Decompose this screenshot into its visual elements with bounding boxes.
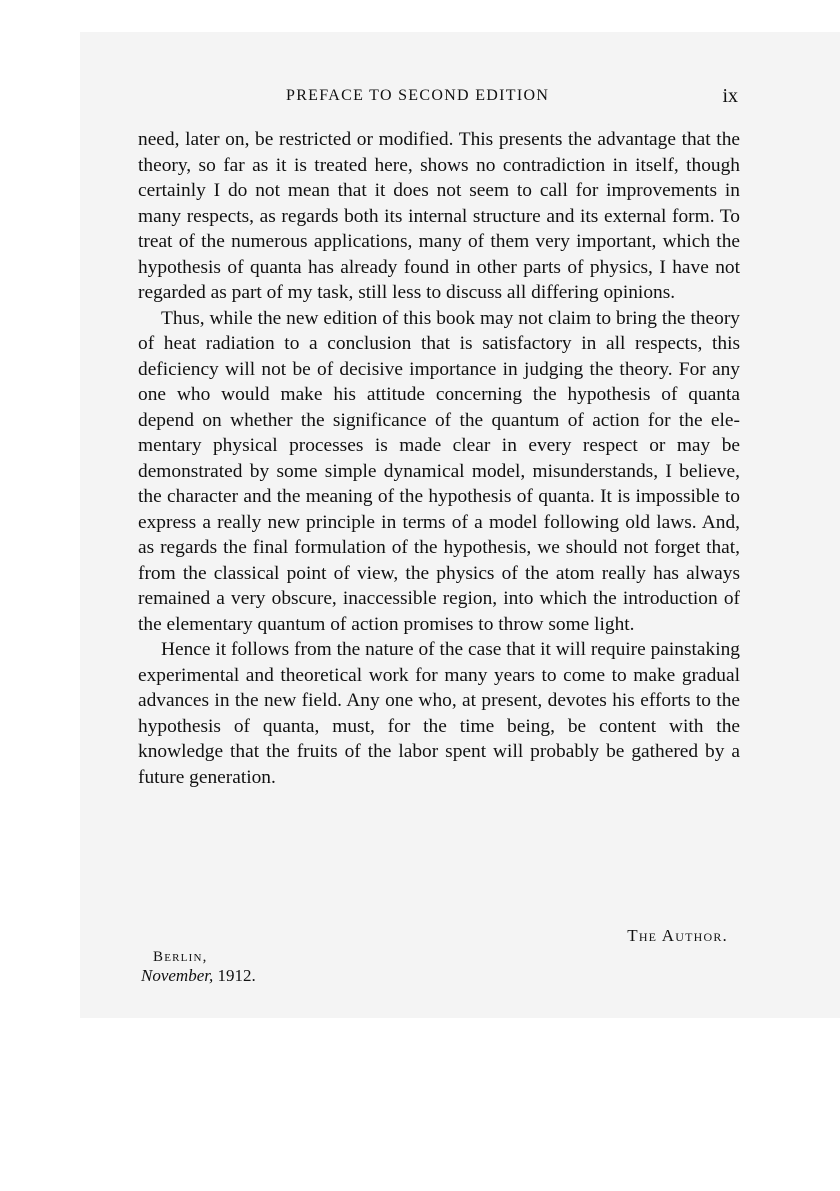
body-text <box>138 127 740 790</box>
page-header <box>138 87 740 111</box>
author-signature: The Author. <box>627 926 728 945</box>
page-number: ix <box>722 85 738 107</box>
running-title: PREFACE TO SECOND EDITION <box>286 87 550 104</box>
paragraph: Thus, while the new edition of this book may not claim to bring the theory of heat radiation to a conclusion that is satisfactory in all respects, this deficiency will not be of decisive importance in judging the theory. For any one who would make his attitude concerning the hypothesis of quanta depend on whether the significance of the quantum of action for the elementary physical processes is made clear in every respect or may be demonstrated by some simple dynamical model, misunderstands, I believe, the character and the meaning of the hypothesis of quanta. It is impossible to express a really new principle in terms of a model following old laws. And, as regards the final formulation of the hypothesis, we should not forget that, from the classical point of view, the physics of the atom really has always remained a very obscure, inaccessible region, into which the introduction of the elementary quantum of action promises to throw some light. <box>138 307 740 635</box>
dateline-date <box>141 966 256 986</box>
dateline-year: 1912. <box>217 966 256 985</box>
dateline-place: Berlin, <box>153 949 208 965</box>
dateline-month: November, <box>141 966 214 985</box>
paragraph: need, later on, be restricted or modified. This presents the advantage that the theory, so far as it is treated here, shows no contradiction in itself, though certainly I do not mean that it does not seem to call for improvements in many respects, as regards both its internal structure and its external form. To treat of the numerous applications, many of them very important, which the hypothesis of quanta has already found in other parts of physics, I have not regarded as part of my task, still less to discuss all differing opinions. <box>138 129 740 303</box>
paragraph: Hence it follows from the nature of the case that it will require painstaking experimental and theoretical work for many years to come to make gradual advances in the new field. Any one who, at present, devotes his efforts to the hypothesis of quanta, must, for the time being, be content with the knowledge that the fruits of the labor spent will probably be gathered by a future generation. <box>138 639 740 788</box>
